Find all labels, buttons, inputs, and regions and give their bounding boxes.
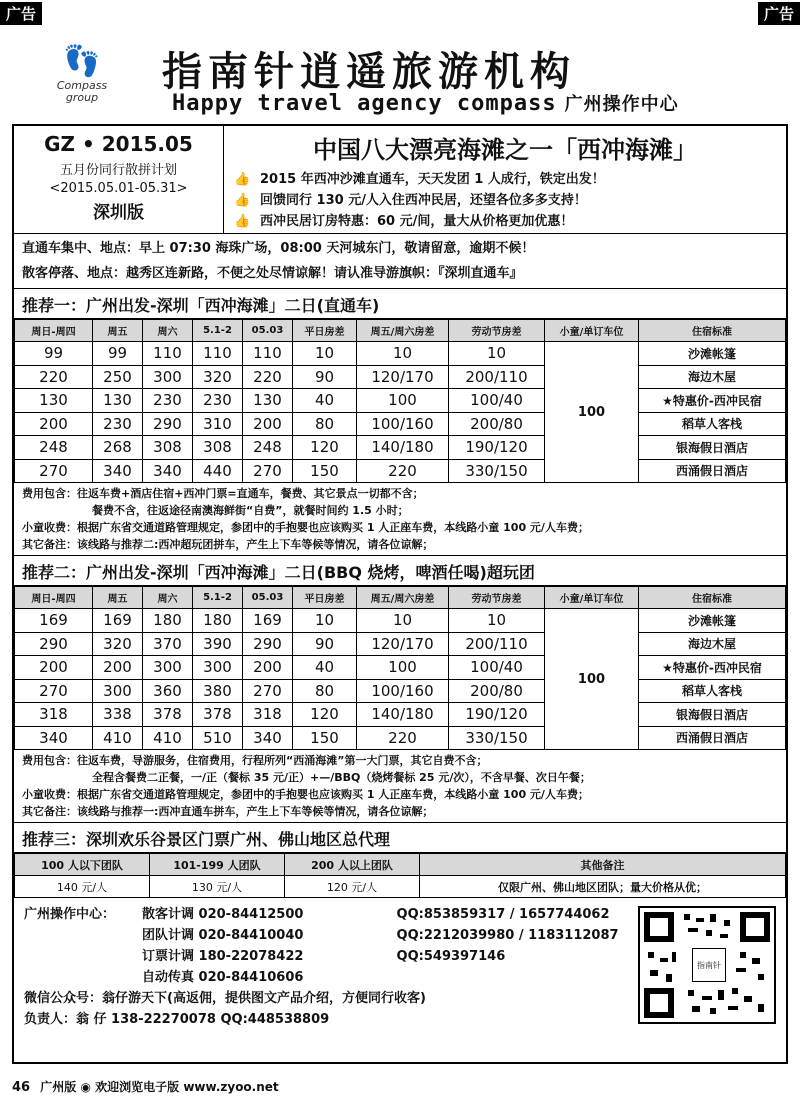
contact-qq: QQ:853859317 / 1657744062 <box>396 907 610 922</box>
plan-code: GZ • 2015.05 <box>44 132 193 156</box>
col-header: 住宿标准 <box>639 587 786 609</box>
plan-date-range: <2015.05.01-05.31> <box>49 181 188 196</box>
brand-cn-name: 指南针逍遥旅游机构 <box>162 48 576 95</box>
price-cell: 410 <box>143 726 193 750</box>
price-cell: 270 <box>243 679 293 703</box>
price-cell: 99 <box>93 342 143 366</box>
price-cell: 290 <box>243 632 293 656</box>
price-cell: 110 <box>243 342 293 366</box>
price-cell: 10 <box>293 342 357 366</box>
col-header: 5.1-2 <box>193 587 243 609</box>
price-cell: 360 <box>143 679 193 703</box>
price-cell: 200 <box>93 656 143 680</box>
price-cell: 248 <box>243 436 293 460</box>
price-cell: 290 <box>15 632 93 656</box>
col-header: 100 人以下团队 <box>15 854 150 876</box>
plan-info <box>14 126 224 233</box>
price-cell: 440 <box>193 459 243 483</box>
price-cell: 300 <box>143 656 193 680</box>
price-cell: 90 <box>293 632 357 656</box>
price-cell: 10 <box>449 342 545 366</box>
rec1-fees <box>14 483 786 556</box>
price-cell: 220 <box>15 365 93 389</box>
price-cell: 169 <box>15 609 93 633</box>
contact-role: 散客计调 <box>142 907 195 922</box>
price-cell: 300 <box>193 656 243 680</box>
price-cell: 200/80 <box>449 679 545 703</box>
price-cell: 80 <box>293 679 357 703</box>
fee-line: 餐费不含，往返途径南澳海鲜街“自费”，就餐时间约 1.5 小时； <box>92 504 409 517</box>
price-cell: 270 <box>15 459 93 483</box>
thumb-icon: 👍 <box>234 172 251 187</box>
price-cell: 308 <box>143 436 193 460</box>
price-cell: 248 <box>15 436 93 460</box>
price-cell: 330/150 <box>449 726 545 750</box>
col-header: 101-199 人团队 <box>150 854 285 876</box>
col-header: 平日房差 <box>293 587 357 609</box>
price-cell: 338 <box>93 703 143 727</box>
price-cell: 390 <box>193 632 243 656</box>
price-cell: 230 <box>93 412 143 436</box>
col-header: 劳动节房差 <box>449 587 545 609</box>
price-cell: 220 <box>357 726 449 750</box>
fee-line: 费用包含：往返车费，导游服务，住宿费用，行程所列“西涌海滩”第一大门票，其它自费不含； <box>22 754 488 767</box>
bullet-item <box>234 211 776 232</box>
hotel-cell: 海边木屋 <box>639 632 786 656</box>
price-cell: 110 <box>143 342 193 366</box>
col-header: 周六 <box>143 320 193 342</box>
bullet-text: 2015 年西冲沙滩直通车，天天发团 1 人成行，铁定出发！ <box>260 172 605 187</box>
rec3-title: 推荐三：深圳欢乐谷景区门票广州、佛山地区总代理 <box>14 823 786 853</box>
hotel-cell: ★特惠价-西冲民宿 <box>639 656 786 680</box>
child-price-cell: 100 <box>545 609 639 750</box>
price-cell: 100/160 <box>357 412 449 436</box>
plan-edition: 深圳版 <box>93 203 144 223</box>
fee-line: 费用包含：往返车费+酒店住宿+西冲门票=直通车，餐费、其它景点一切都不含； <box>22 487 424 500</box>
hotel-cell: 稻草人客栈 <box>639 679 786 703</box>
table-row <box>15 679 786 703</box>
col-header: 平日房差 <box>293 320 357 342</box>
price-cell: 169 <box>93 609 143 633</box>
table-row <box>15 656 786 680</box>
footer-badge-icon: ◉ <box>80 1080 91 1094</box>
price-cell: 200 <box>15 412 93 436</box>
hotel-cell: 银海假日酒店 <box>639 703 786 727</box>
thumb-icon: 👍 <box>234 214 251 229</box>
price-cell: 90 <box>293 365 357 389</box>
page-number: 46 <box>12 1080 31 1095</box>
fee-line: 其它备注：该线路与推荐一:西冲直通车拼车，产生上下车等候等情况，请各位谅解； <box>22 805 434 818</box>
price-cell: 150 <box>293 459 357 483</box>
col-header: 5.1-2 <box>193 320 243 342</box>
headline: 中国八大漂亮海滩之一「西冲海滩」 <box>313 136 697 164</box>
col-header: 周五 <box>93 587 143 609</box>
table-row <box>15 436 786 460</box>
table-cell: 120 元/人 <box>285 876 420 898</box>
hotel-cell: 沙滩帐篷 <box>639 342 786 366</box>
brand-en-text: Happy travel agency compass <box>172 91 557 116</box>
col-header: 小童/单订车位 <box>545 587 639 609</box>
fee-line: 其它备注：该线路与推荐二:西冲超玩团拼车，产生上下车等候等情况，请各位谅解； <box>22 538 434 551</box>
price-cell: 130 <box>93 389 143 413</box>
col-header: 周日-周四 <box>15 587 93 609</box>
col-header: 周五/周六房差 <box>357 587 449 609</box>
rec1-title: 推荐一：广州出发-深圳「西冲海滩」二日(直通车) <box>14 289 786 319</box>
price-cell: 120 <box>293 436 357 460</box>
hotel-cell: 海边木屋 <box>639 365 786 389</box>
hotel-cell: 西涌假日酒店 <box>639 726 786 750</box>
hotel-cell: 沙滩帐篷 <box>639 609 786 633</box>
col-header: 周六 <box>143 587 193 609</box>
price-cell: 310 <box>193 412 243 436</box>
price-cell: 340 <box>243 726 293 750</box>
price-cell: 220 <box>357 459 449 483</box>
qr-code[interactable] <box>638 906 776 1024</box>
price-cell: 340 <box>93 459 143 483</box>
table-header-row <box>15 854 786 876</box>
col-header: 小童/单订车位 <box>545 320 639 342</box>
col-header: 住宿标准 <box>639 320 786 342</box>
main-panel <box>12 124 788 1064</box>
plan-header <box>14 126 786 234</box>
price-cell: 230 <box>193 389 243 413</box>
departure-notice <box>14 234 786 289</box>
bullet-text: 西冲民居订房特惠：60 元/间，量大从价格更加优惠！ <box>260 214 574 229</box>
rec2-price-table <box>14 586 786 750</box>
price-cell: 110 <box>193 342 243 366</box>
price-cell: 250 <box>93 365 143 389</box>
price-cell: 150 <box>293 726 357 750</box>
col-header: 05.03 <box>243 587 293 609</box>
contact-qq: QQ:549397146 <box>396 949 506 964</box>
price-cell: 40 <box>293 389 357 413</box>
price-cell: 200/80 <box>449 412 545 436</box>
notice-line: 散客停落、地点：越秀区连新路，不便之处尽情谅解！请认准导游旗帜：『深圳直通车』 <box>22 266 523 281</box>
brand-en-name <box>172 90 679 116</box>
price-cell: 378 <box>193 703 243 727</box>
price-cell: 120/170 <box>357 365 449 389</box>
price-cell: 370 <box>143 632 193 656</box>
price-cell: 190/120 <box>449 703 545 727</box>
price-cell: 200 <box>243 412 293 436</box>
price-cell: 340 <box>143 459 193 483</box>
rec1-price-table <box>14 319 786 483</box>
table-cell: 140 元/人 <box>15 876 150 898</box>
ad-label-right: 广告 <box>758 2 800 25</box>
col-header: 其他备注 <box>420 854 786 876</box>
price-cell: 340 <box>15 726 93 750</box>
price-cell: 100 <box>357 389 449 413</box>
col-header: 200 人以上团队 <box>285 854 420 876</box>
table-cell: 130 元/人 <box>150 876 285 898</box>
price-cell: 200/110 <box>449 632 545 656</box>
table-cell: 仅限广州、佛山地区团队；量大价格从优； <box>420 876 786 898</box>
contact-qq: QQ:2212039980 / 1183112087 <box>396 928 619 943</box>
table-row <box>15 412 786 436</box>
table-row <box>15 726 786 750</box>
price-cell: 10 <box>293 609 357 633</box>
price-cell: 120/170 <box>357 632 449 656</box>
table-row <box>15 632 786 656</box>
manager-line: 负责人：翁 仔 138-22270078 QQ:448538809 <box>24 1012 330 1027</box>
fee-line: 全程含餐费二正餐，一/正（餐标 35 元/正）+—/BBQ（烧烤餐标 25 元/次），不含早餐、次日午餐； <box>92 771 591 784</box>
contact-role: 团队计调 <box>142 928 195 943</box>
bullet-item <box>234 169 776 190</box>
price-cell: 378 <box>143 703 193 727</box>
brand-center: 广州操作中心 <box>564 94 679 115</box>
price-cell: 99 <box>15 342 93 366</box>
price-cell: 200 <box>15 656 93 680</box>
col-header: 05.03 <box>243 320 293 342</box>
price-cell: 130 <box>15 389 93 413</box>
page-footer <box>12 1078 279 1095</box>
col-header: 周五/周六房差 <box>357 320 449 342</box>
price-cell: 220 <box>243 365 293 389</box>
price-cell: 270 <box>15 679 93 703</box>
contact-phone: 020-84410606 <box>198 970 304 985</box>
price-cell: 268 <box>93 436 143 460</box>
contact-role: 自动传真 <box>142 970 195 985</box>
hotel-cell: 稻草人客栈 <box>639 412 786 436</box>
table-row <box>15 876 786 898</box>
price-cell: 320 <box>93 632 143 656</box>
child-price-cell: 100 <box>545 342 639 483</box>
price-cell: 100/40 <box>449 656 545 680</box>
price-cell: 230 <box>143 389 193 413</box>
fee-line: 小童收费：根据广东省交通道路管理规定，参团中的手抱婴也应该购买 1 人正座车费，本线路小童 100 元/人车费； <box>22 521 589 534</box>
price-cell: 180 <box>193 609 243 633</box>
col-header: 周日-周四 <box>15 320 93 342</box>
logo-text: Compass group <box>56 79 108 104</box>
table-row <box>15 459 786 483</box>
thumb-icon: 👍 <box>234 193 251 208</box>
contact-phone: 020-84410040 <box>198 928 304 943</box>
price-cell: 270 <box>243 459 293 483</box>
table-row <box>15 342 786 366</box>
compass-logo <box>42 44 122 114</box>
table-header-row <box>15 320 786 342</box>
contact-phone: 020-84412500 <box>198 907 304 922</box>
contact-block <box>14 898 786 1026</box>
col-header: 劳动节房差 <box>449 320 545 342</box>
price-cell: 80 <box>293 412 357 436</box>
ad-label-left: 广告 <box>0 2 42 25</box>
price-cell: 318 <box>15 703 93 727</box>
hotel-cell: ★特惠价-西冲民宿 <box>639 389 786 413</box>
rec3-ticket-table <box>14 853 786 898</box>
price-cell: 100/160 <box>357 679 449 703</box>
brand-header <box>12 30 788 120</box>
price-cell: 169 <box>243 609 293 633</box>
price-cell: 290 <box>143 412 193 436</box>
price-cell: 140/180 <box>357 436 449 460</box>
notice-line: 直通车集中、地点：早上 07:30 海珠广场，08:00 天河城东门，敬请留意，逾期不候！ <box>22 241 535 256</box>
rec2-title: 推荐二：广州出发-深圳「西冲海滩」二日(BBQ 烧烤，啤酒任喝)超玩团 <box>14 556 786 586</box>
rec2-fees <box>14 750 786 823</box>
col-header: 周五 <box>93 320 143 342</box>
hotel-cell: 西涌假日酒店 <box>639 459 786 483</box>
price-cell: 318 <box>243 703 293 727</box>
price-cell: 330/150 <box>449 459 545 483</box>
footprint-icon: 👣 <box>63 44 101 79</box>
price-cell: 10 <box>357 609 449 633</box>
fee-line: 小童收费：根据广东省交通道路管理规定，参团中的手抱婴也应该购买 1 人正座车费，本线路小童 100 元/人车费； <box>22 788 589 801</box>
table-row <box>15 609 786 633</box>
price-cell: 300 <box>93 679 143 703</box>
table-row <box>15 703 786 727</box>
wechat-line: 微信公众号：翁仔游天下(高返佣，提供图文产品介绍，方便同行收客) <box>24 991 426 1006</box>
price-cell: 300 <box>143 365 193 389</box>
price-cell: 120 <box>293 703 357 727</box>
headline-block <box>224 126 786 233</box>
table-header-row <box>15 587 786 609</box>
price-cell: 320 <box>193 365 243 389</box>
contact-role: 订票计调 <box>142 949 195 964</box>
price-cell: 10 <box>449 609 545 633</box>
price-cell: 410 <box>93 726 143 750</box>
price-cell: 380 <box>193 679 243 703</box>
price-cell: 510 <box>193 726 243 750</box>
price-cell: 100/40 <box>449 389 545 413</box>
price-cell: 100 <box>357 656 449 680</box>
footer-edition: 广州版 <box>40 1080 77 1094</box>
price-cell: 130 <box>243 389 293 413</box>
price-cell: 140/180 <box>357 703 449 727</box>
price-cell: 10 <box>357 342 449 366</box>
table-row <box>15 389 786 413</box>
footer-text[interactable]: 欢迎浏览电子版 www.zyoo.net <box>95 1080 279 1094</box>
price-cell: 40 <box>293 656 357 680</box>
bullet-text: 回馈同行 130 元/人入住西冲民居，还望各位多多支持！ <box>260 193 587 208</box>
plan-subtitle: 五月份同行散拼计划 <box>59 163 177 178</box>
bullet-item <box>234 190 776 211</box>
price-cell: 308 <box>193 436 243 460</box>
price-cell: 200/110 <box>449 365 545 389</box>
price-cell: 180 <box>143 609 193 633</box>
price-cell: 190/120 <box>449 436 545 460</box>
table-row <box>15 365 786 389</box>
hotel-cell: 银海假日酒店 <box>639 436 786 460</box>
contact-phone: 180-22078422 <box>198 949 304 964</box>
contact-center-label: 广州操作中心： <box>24 907 116 922</box>
price-cell: 200 <box>243 656 293 680</box>
qr-logo: 指南针 <box>692 948 726 982</box>
